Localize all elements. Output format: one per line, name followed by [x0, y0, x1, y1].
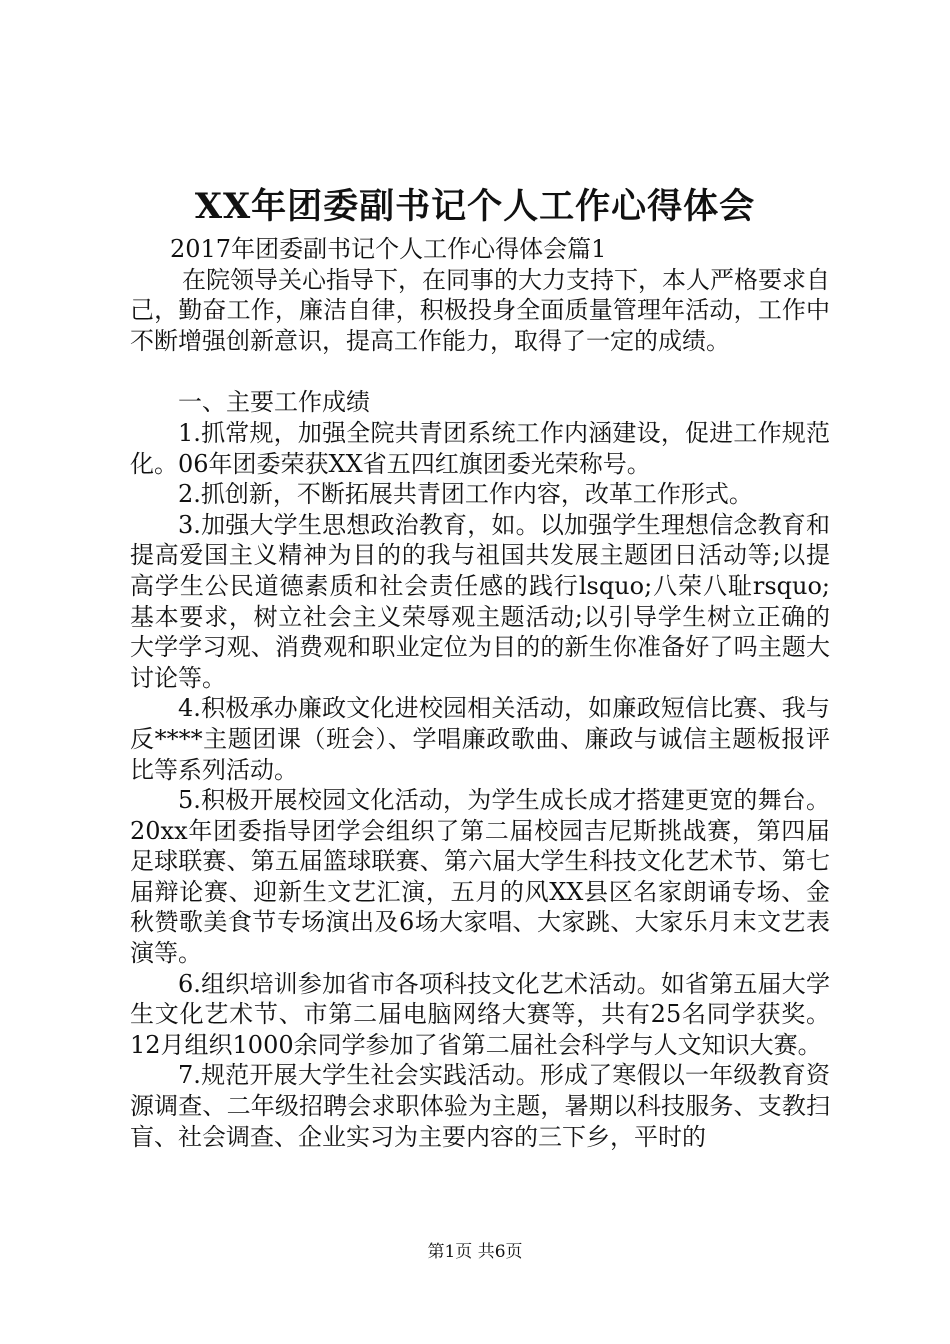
subtitle-paragraph: 2017年团委副书记个人工作心得体会篇1	[170, 235, 607, 263]
item-paragraph-1: 1.抓常规，加强全院共青团系统工作内涵建设，促进工作规范化。06年团委荣获XX省五四红旗团委光荣称号。	[130, 418, 830, 478]
item-paragraph-6: 6.组织培训参加省市各项科技文化艺术活动。如省第五届大学生文化艺术节、市第二届电脑网络大赛等，共有25名同学获奖。12月组织1000余同学参加了省第二届社会科学与人文知识大赛。	[130, 969, 830, 1059]
item-paragraph-7: 7.规范开展大学生社会实践活动。形成了寒假以一年级教育资源调查、二年级招聘会求职体验为主题，暑期以科技服务、支教扫盲、社会调查、企业实习为主要内容的三下乡，平时的	[130, 1061, 830, 1151]
page-number-footer: 第1页 共6页	[427, 1242, 523, 1262]
item-paragraph-5: 5.积极开展校园文化活动，为学生成长成才搭建更宽的舞台。20xx年团委指导团学会组织了第二届校园吉尼斯挑战赛，第四届足球联赛、第五届篮球联赛、第六届大学生科技文化艺术节、第七届辩论赛、迎新生文艺汇演，五月的风XX县区名家朗诵专场、金秋赞歌美食节专场演出及6场大家唱、大家跳、大家乐月末文艺表演等。	[130, 786, 830, 968]
intro-paragraph: 在院领导关心指导下，在同事的大力支持下，本人严格要求自己，勤奋工作，廉洁自律，积极投身全面质量管理年活动，工作中不断增强创新意识，提高工作能力，取得了一定的成绩。	[130, 265, 830, 355]
paragraph-gap	[130, 356, 830, 387]
item-paragraph-2: 2.抓创新，不断拓展共青团工作内容，改革工作形式。	[178, 480, 753, 509]
document-body	[130, 234, 830, 1152]
item-paragraph-3: 3.加强大学生思想政治教育，如。以加强学生理想信念教育和提高爱国主义精神为目的的我与祖国共发展主题团日活动等;以提高学生公民道德素质和社会责任感的践行lsquo;八荣八耻rsquo;基本要求，树立社会主义荣辱观主题活动;以引导学生树立正确的大学学习观、消费观和职业定位为目的的新生你准备好了吗主题大讨论等。	[130, 510, 830, 692]
section-heading: 一、主要工作成绩	[178, 388, 370, 417]
document-title: XX年团委副书记个人工作心得体会	[194, 186, 756, 227]
item-paragraph-4: 4.积极承办廉政文化进校园相关活动，如廉政短信比赛、我与反****主题团课（班会）、学唱廉政歌曲、廉政与诚信主题板报评比等系列活动。	[130, 694, 830, 784]
